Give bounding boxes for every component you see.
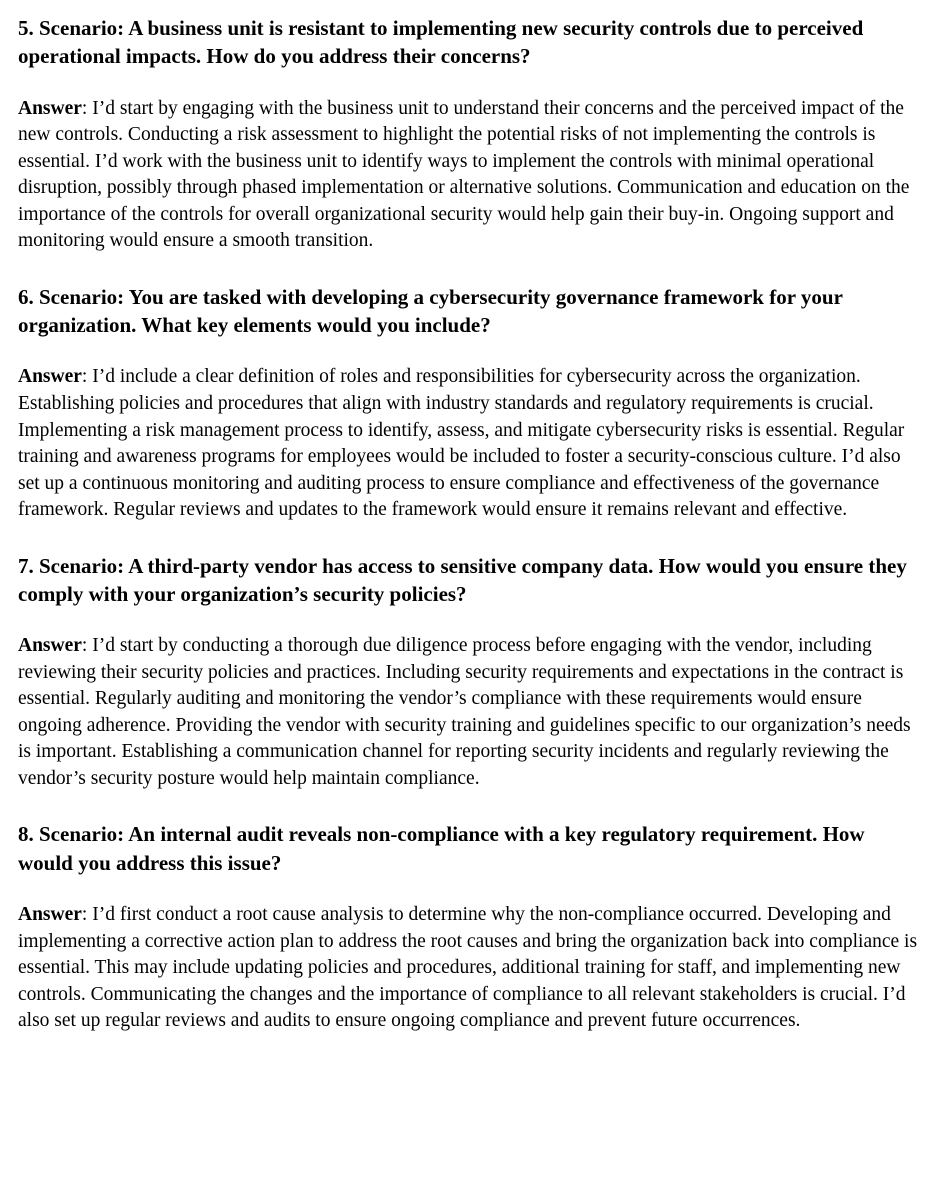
answer-paragraph: [18, 364, 919, 523]
answer-text: : I’d start by engaging with the business unit to understand their concerns and the perceived impact of the new controls. Conducting a risk assessment to highlight the potential risks of not implementing the controls is essential. I’d work with the business unit to identify ways to implement the controls with minimal operational disruption, possibly through phased implementation or alternative solutions. Communication and education on the importance of the controls for overall organizational security would help gain their buy-in. Ongoing support and monitoring would ensure a smooth transition.: [18, 97, 910, 252]
qa-block-5: [18, 6, 919, 255]
answer-label: Answer: [18, 366, 82, 388]
answer-paragraph: [18, 902, 919, 1035]
answer-text: : I’d first conduct a root cause analysis to determine why the non-compliance occurred. Developing and implementing a corrective action plan to address the root causes and bring the organization back into compliance is essential. This may include updating policies and procedures, additional training for staff, and implementing new controls. Communicating the changes and the importance of compliance to all relevant stakeholders is crucial. I’d also set up regular reviews and audits to ensure ongoing compliance and prevent future occurrences.: [18, 904, 918, 1032]
qa-block-8: [18, 792, 919, 1034]
answer-text: : I’d include a clear definition of roles and responsibilities for cybersecurity across the organization. Establishing policies and procedures that align with industry standards and regulatory requirements is crucial. Implementing a risk management process to identify, assess, and mitigate cybersecurity risks is essential. Regular training and awareness programs for employees would be included to foster a security-conscious culture. I’d also set up a continuous monitoring and auditing process to ensure compliance and effectiveness of the governance framework. Regular reviews and updates to the framework would ensure it remains relevant and effective.: [18, 366, 905, 521]
question-heading: 8. Scenario: An internal audit reveals non-compliance with a key regulatory requirement. How would you address this issue?: [18, 822, 865, 875]
answer-label: Answer: [18, 97, 82, 119]
answer-paragraph: [18, 633, 919, 792]
answer-label: Answer: [18, 904, 82, 926]
question-heading: 7. Scenario: A third-party vendor has access to sensitive company data. How would you ensure they comply with your organization’s security policies?: [18, 553, 907, 606]
answer-paragraph: [18, 96, 919, 255]
question-heading: 6. Scenario: You are tasked with developing a cybersecurity governance framework for your organization. What key elements would you include?: [18, 284, 843, 338]
question-heading: 5. Scenario: A business unit is resistant to implementing new security controls due to perceived operational impacts. How do you address their concerns?: [18, 16, 864, 69]
answer-text: : I’d start by conducting a thorough due diligence process before engaging with the vendor, including reviewing their security policies and practices. Including security requirements and expectations in the contract is essential. Regularly auditing and monitoring the vendor’s compliance with these requirements would ensure ongoing adherence. Providing the vendor with security training and guidelines specific to our organization’s needs is important. Establishing a communication channel for reporting security incidents and regularly reviewing the vendor’s security posture would help maintain compliance.: [18, 635, 911, 789]
answer-label: Answer: [18, 635, 82, 657]
qa-block-7: [18, 524, 919, 793]
qa-block-6: [18, 255, 919, 524]
